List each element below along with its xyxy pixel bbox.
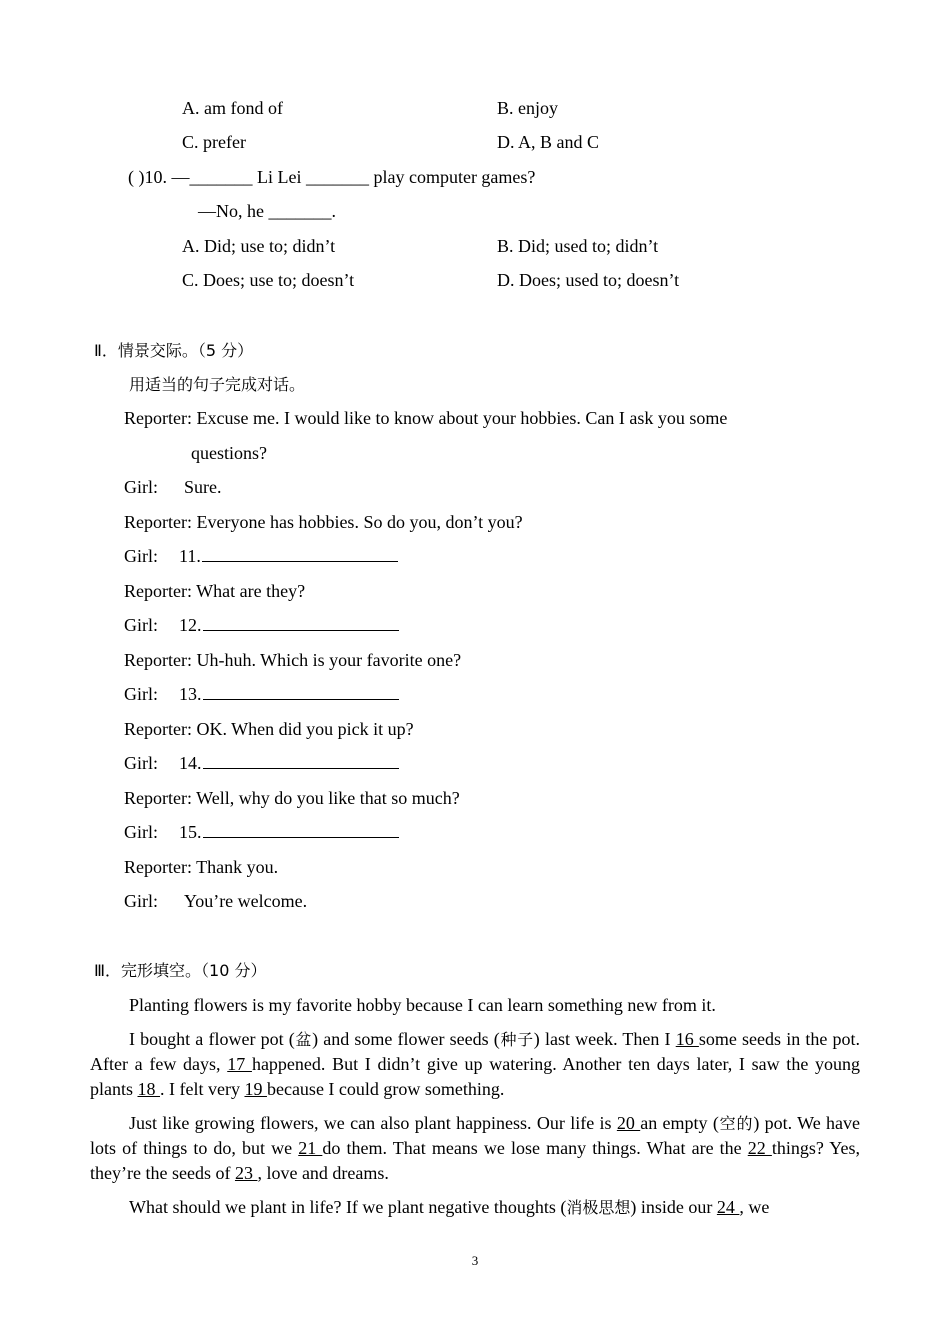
cloze-paragraph-2: I bought a flower pot (盆) and some flower seeds (种子) last week. Then I 16 some seeds in the pot. After a few days, 17 happened. But I didn’t give up watering. Another ten days later, I saw the young plants 18 . I felt very 19 because I could grow something.	[90, 1029, 860, 1099]
dialogue-line	[124, 407, 727, 429]
speaker: Girl:	[124, 546, 158, 566]
q9-option-c: C. prefer	[182, 132, 246, 152]
dialogue-line	[124, 821, 202, 843]
speaker: Girl:	[124, 477, 158, 497]
q10-option-a: A. Did; use to; didn’t	[182, 236, 336, 256]
section2-title: Ⅱ．情景交际。（5 分）	[94, 341, 254, 360]
section2-instruction: 用适当的句子完成对话。	[129, 375, 306, 394]
speaker: Girl:	[124, 615, 158, 635]
cloze-blank-16[interactable]: 16	[675, 1029, 699, 1049]
dialogue-line	[124, 718, 414, 740]
q10-option-b: B. Did; used to; didn’t	[497, 236, 659, 256]
dialogue-line	[124, 649, 461, 671]
cloze-blank-21[interactable]: 21	[298, 1138, 323, 1158]
dialogue-text: You’re welcome.	[184, 891, 308, 911]
dialogue-line	[124, 683, 202, 705]
speaker: Girl:	[124, 753, 158, 773]
dialogue-text: Thank you.	[196, 857, 279, 877]
dialogue-text: Everyone has hobbies. So do you, don’t you?	[196, 512, 523, 532]
speaker: Girl:	[124, 891, 158, 911]
dialogue-text: Excuse me. I would like to know about your hobbies. Can I ask you some	[196, 408, 728, 428]
cloze-blank-23[interactable]: 23	[234, 1163, 258, 1183]
section3-title: Ⅲ．完形填空。（10 分）	[94, 961, 267, 980]
dialogue-line	[124, 545, 201, 567]
speaker: Reporter:	[124, 788, 192, 808]
dialogue-line	[191, 442, 267, 464]
cloze-paragraph-1: Planting flowers is my favorite hobby because I can learn something new from it.	[129, 995, 716, 1015]
dialogue-text: OK. When did you pick it up?	[196, 719, 414, 739]
cloze-blank-18[interactable]: 18	[137, 1079, 160, 1099]
speaker: Reporter:	[124, 650, 192, 670]
cloze-blank-20[interactable]: 20	[616, 1113, 641, 1133]
dialogue-line	[124, 476, 222, 498]
speaker: Reporter:	[124, 408, 192, 428]
q9-option-a: A. am fond of	[182, 98, 283, 118]
dialogue-line	[124, 511, 523, 533]
dialogue-line	[124, 856, 278, 878]
dialogue-line	[124, 787, 460, 809]
answer-blank-11[interactable]: 11.	[179, 545, 398, 567]
speaker: Reporter:	[124, 857, 192, 877]
q10-option-c: C. Does; use to; doesn’t	[182, 270, 355, 290]
speaker: Girl:	[124, 822, 158, 842]
cloze-blank-17[interactable]: 17	[227, 1054, 252, 1074]
speaker: Girl:	[124, 684, 158, 704]
answer-blank-14[interactable]: 14.	[179, 752, 399, 774]
speaker: Reporter:	[124, 719, 192, 739]
cloze-blank-22[interactable]: 22	[747, 1138, 772, 1158]
speaker: Reporter:	[124, 581, 192, 601]
dialogue-line	[124, 890, 308, 912]
dialogue-line	[124, 752, 202, 774]
answer-blank-12[interactable]: 12.	[179, 614, 399, 636]
dialogue-text: What are they?	[196, 581, 306, 601]
dialogue-line	[124, 580, 305, 602]
cloze-blank-24[interactable]: 24	[716, 1197, 740, 1217]
dialogue-line	[124, 614, 202, 636]
answer-blank-15[interactable]: 15.	[179, 821, 399, 843]
cloze-paragraph-3: Just like growing flowers, we can also plant happiness. Our life is 20 an empty (空的) pot. We have lots of things to do, but we 21 do them. That means we lose many things. What are the 22 things? Yes, they’re the seeds of 23 , love and dreams.	[90, 1113, 861, 1183]
cloze-blank-19[interactable]: 19	[244, 1079, 267, 1099]
dialogue-text: questions?	[191, 443, 267, 463]
speaker: Reporter:	[124, 512, 192, 532]
q10-stem: ( )10. —_______ Li Lei _______ play computer games?	[128, 167, 536, 187]
page-number: 3	[471, 1253, 479, 1268]
dialogue-text: Sure.	[184, 477, 222, 497]
q10-reply: —No, he _______.	[198, 201, 336, 221]
dialogue-text: Well, why do you like that so much?	[196, 788, 460, 808]
q10-option-d: D. Does; used to; doesn’t	[497, 270, 680, 290]
q9-option-d: D. A, B and C	[497, 132, 600, 152]
dialogue-text: Uh-huh. Which is your favorite one?	[196, 650, 462, 670]
q9-option-b: B. enjoy	[497, 98, 558, 118]
cloze-paragraph-4: What should we plant in life? If we plant negative thoughts (消极思想) inside our 24 , we	[129, 1197, 770, 1217]
answer-blank-13[interactable]: 13.	[179, 683, 399, 705]
